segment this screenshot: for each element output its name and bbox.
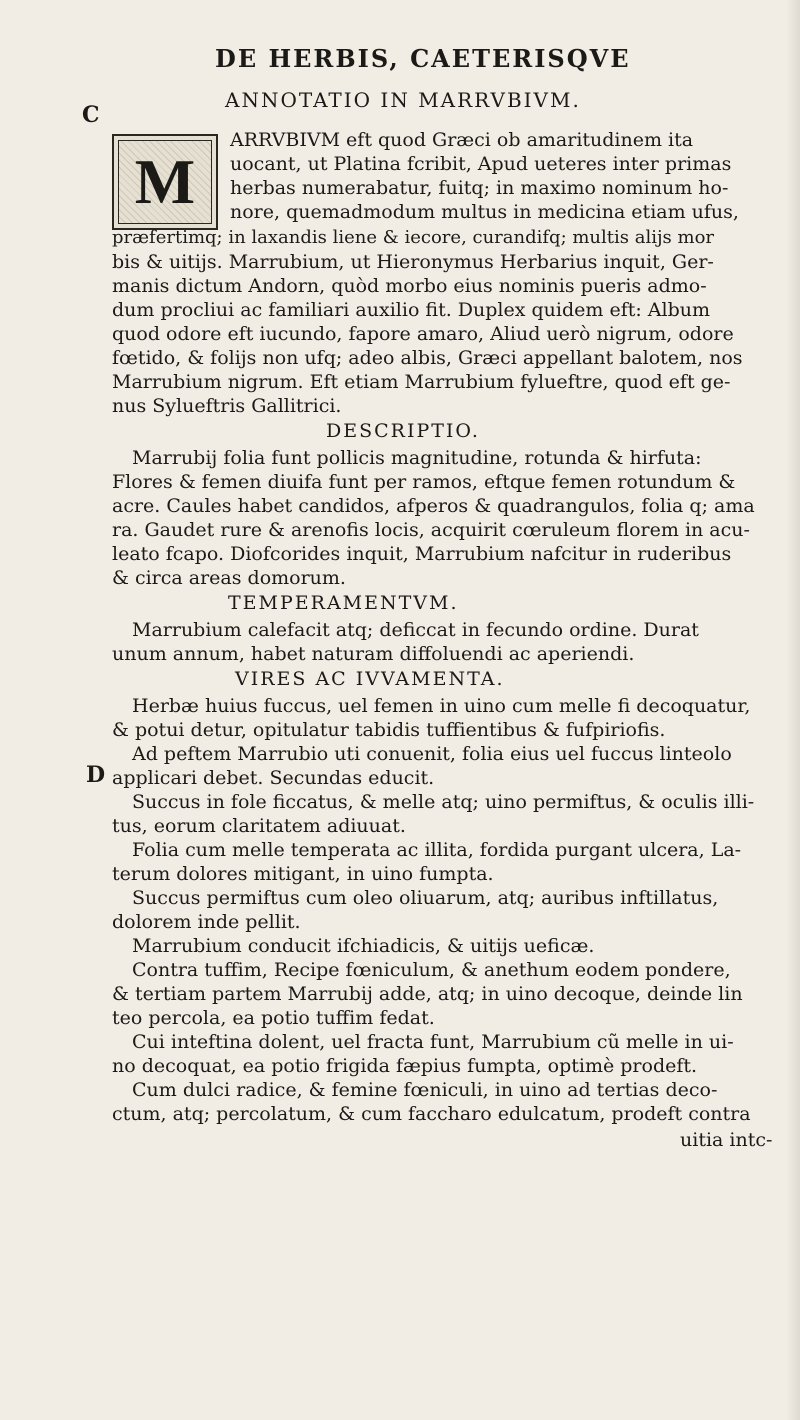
margin-letter-d: D — [86, 762, 106, 788]
text-line: Marrubium conducit ifchiadicis, & uitijs ueficæ. — [132, 935, 595, 957]
running-head: DE HERBIS, CAETERISQVE — [215, 44, 631, 73]
text-line: dum procliui ac familiari auxilio fit. Duplex quidem eft: Album — [112, 299, 711, 321]
margin-letter-c: C — [82, 102, 100, 128]
text-line: no decoquat, ea potio frigida fæpius fumpta, optimè prodeft. — [112, 1055, 698, 1077]
text-line: herbas numerabatur, fuitq; in maximo nominum ho- — [230, 177, 729, 199]
section-title: ANNOTATIO IN MARRVBIVM. — [225, 88, 581, 112]
text-line: applicari debet. Secundas educit. — [112, 767, 435, 789]
text-line: terum dolores mitigant, in uino fumpta. — [112, 863, 494, 885]
text-line: fœtido, & folijs non ufq; adeo albis, Græci appellant balotem, nos — [112, 347, 743, 369]
text-line: dolorem inde pellit. — [112, 911, 301, 933]
text-line: acre. Caules habet candidos, afperos & quadrangulos, folia q; ama — [112, 495, 755, 517]
text-line: ARRVBIVM eft quod Græci ob amaritudinem ita — [230, 129, 694, 151]
decorated-initial — [112, 134, 218, 230]
heading-temperamentum: TEMPERAMENTVM. — [228, 592, 459, 614]
text-line: tus, eorum claritatem adiuuat. — [112, 815, 406, 837]
text-line: Marrubij folia funt pollicis magnitudine, rotunda & hirfuta: — [132, 447, 702, 469]
text-line: uocant, ut Platina fcribit, Apud ueteres inter primas — [230, 153, 732, 175]
text-line: unum annum, habet naturam diffoluendi ac aperiendi. — [112, 643, 635, 665]
text-line: præfertimq; in laxandis liene & iecore, curandifq; multis alijs mor — [112, 227, 715, 248]
text-line: Ad peftem Marrubio uti conuenit, folia eius uel fuccus linteolo — [132, 743, 732, 765]
page-edge-shadow — [786, 0, 800, 1420]
text-line: & potui detur, opitulatur tabidis tuffientibus & fufpiriofis. — [112, 719, 666, 741]
text-line: teo percola, ea potio tuffim fedat. — [112, 1007, 435, 1029]
text-line: Cum dulci radice, & femine fœniculi, in uino ad tertias deco- — [132, 1079, 718, 1101]
text-line: Flores & femen diuifa funt per ramos, eftque femen rotundum & — [112, 471, 736, 493]
text-line: quod odore eft iucundo, fapore amaro, Aliud uerò nigrum, odore — [112, 323, 734, 345]
text-line: Contra tuffim, Recipe fœniculum, & anethum eodem pondere, — [132, 959, 731, 981]
text-line: ra. Gaudet rure & arenofis locis, acquirit cœruleum florem in acu- — [112, 519, 750, 541]
text-line: bis & uitijs. Marrubium, ut Hieronymus Herbarius inquit, Ger- — [112, 251, 714, 273]
text-line: manis dictum Andorn, quòd morbo eius nominis pueris admo- — [112, 275, 707, 297]
text-line: ctum, atq; percolatum, & cum faccharo edulcatum, prodeft contra — [112, 1103, 751, 1125]
text-line: leato fcapo. Diofcorides inquit, Marrubium nafcitur in ruderibus — [112, 543, 732, 565]
initial-ornament — [118, 140, 212, 224]
initial-letter: M — [134, 146, 196, 217]
heading-vires: VIRES AC IVVAMENTA. — [235, 668, 505, 690]
text-line: nus Sylueftris Gallitrici. — [112, 395, 342, 417]
heading-descriptio: DESCRIPTIO. — [326, 420, 480, 442]
text-line: Succus in fole ficcatus, & melle atq; uino permiftus, & oculis illi- — [132, 791, 755, 813]
text-line: nore, quemadmodum multus in medicina etiam ufus, — [230, 201, 739, 223]
text-line: Marrubium calefacit atq; deficcat in fecundo ordine. Durat — [132, 619, 699, 641]
text-line: & tertiam partem Marrubij adde, atq; in uino decoque, deinde lin — [112, 983, 743, 1005]
text-line: Marrubium nigrum. Eft etiam Marrubium fylueftre, quod eft ge- — [112, 371, 731, 393]
text-line: Cui inteftina dolent, uel fracta funt, Marrubium cũ melle in ui- — [132, 1031, 734, 1053]
text-line: Succus permiftus cum oleo oliuarum, atq; auribus inftillatus, — [132, 887, 719, 909]
catchword: uitia intc- — [680, 1129, 773, 1151]
text-line: & circa areas domorum. — [112, 567, 346, 589]
text-line: Herbæ huius fuccus, uel femen in uino cum melle fi decoquatur, — [132, 695, 751, 717]
text-line: Folia cum melle temperata ac illita, fordida purgant ulcera, La- — [132, 839, 742, 861]
